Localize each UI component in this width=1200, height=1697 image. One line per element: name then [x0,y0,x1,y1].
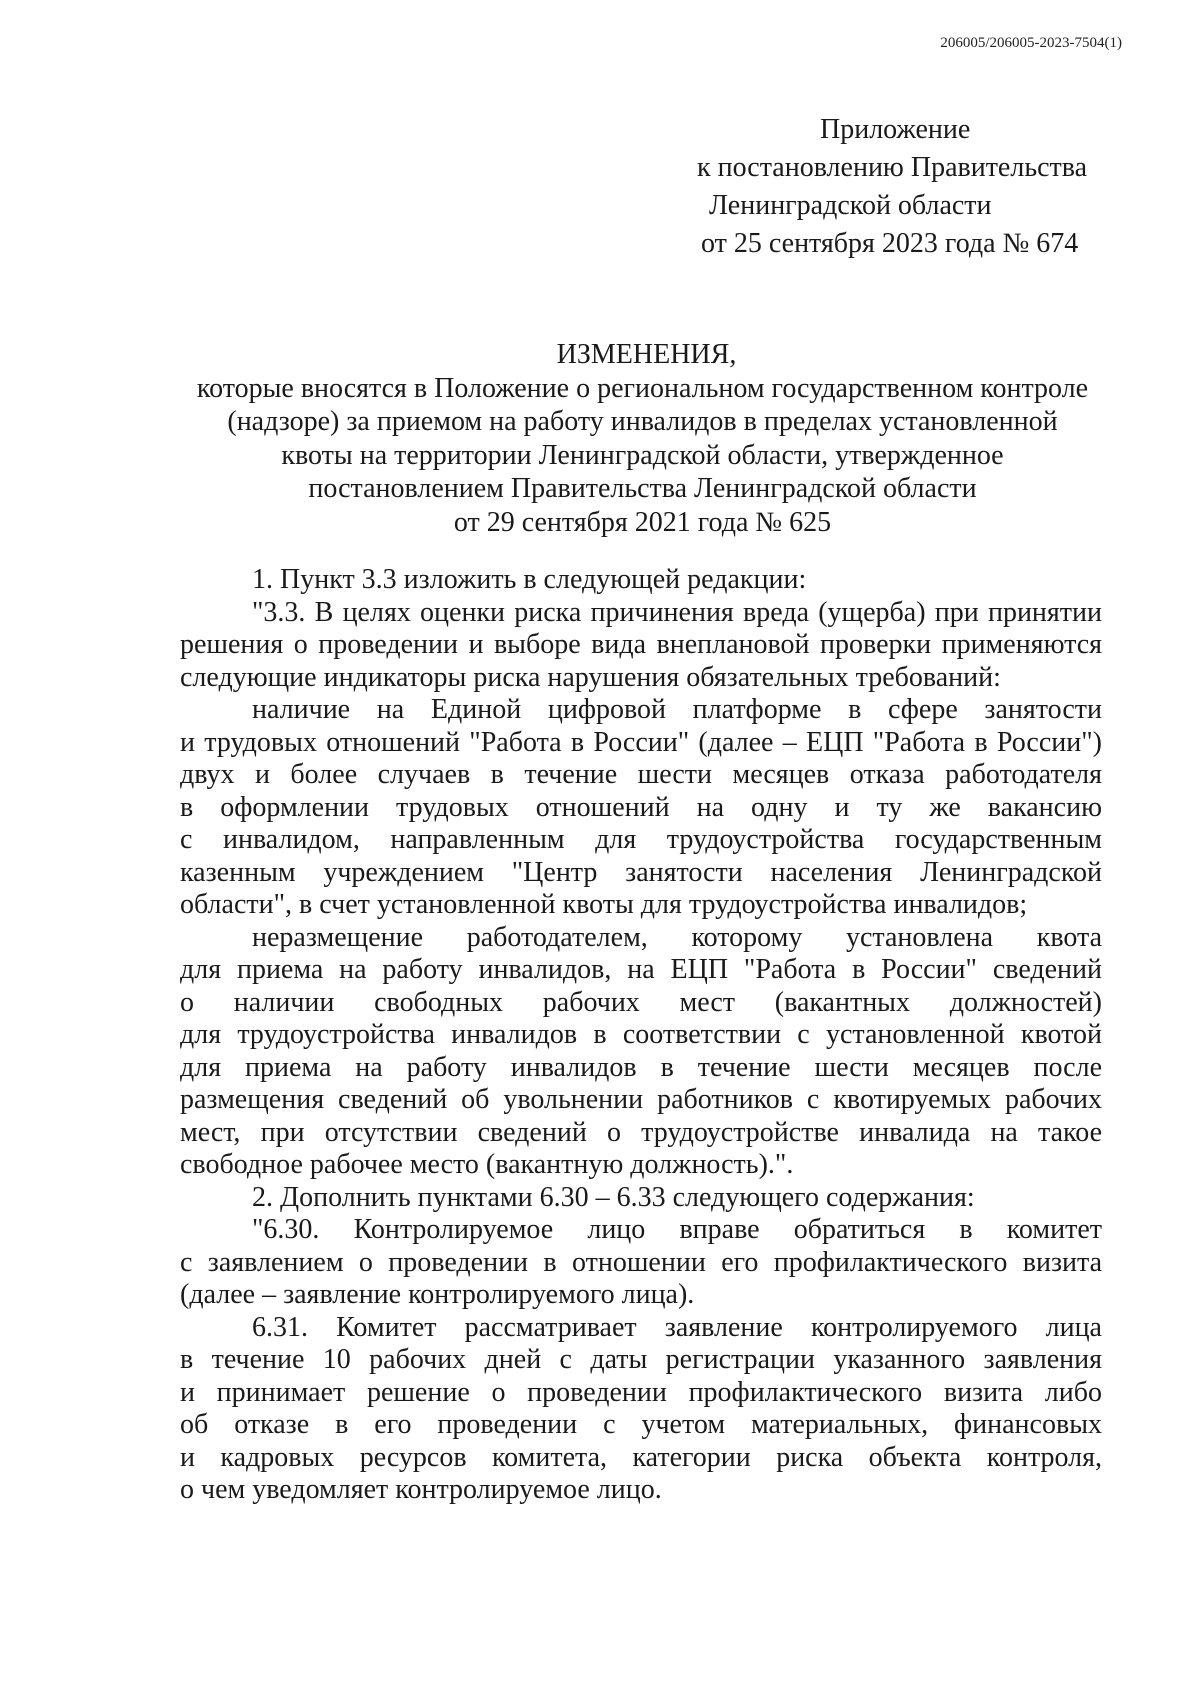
annex-line: к постановлению Правительства [697,152,1088,183]
body-line: мест, при отсутствии сведений о трудоустройстве инвалида на такое [180,1116,1102,1148]
body-line: в течение 10 рабочих дней с даты регистрации указанного заявления [180,1344,1102,1375]
body-line: об отказе в его проведении с учетом материальных, финансовых [180,1409,1102,1440]
title-line: от 29 сентября 2021 года № 625 [453,506,832,538]
body-line: двух и более случаев в течение шести месяцев отказа работодателя [180,759,1102,790]
document-title [175,338,1110,539]
body-line: в оформлении трудовых отношений на одну и ту же вакансию [180,791,1102,823]
body-line: и трудовых отношений "Работа в России" (далее – ЕЦП "Работа в России") [180,726,1102,758]
title-line: которые вносятся в Положение о региональном государственном контроле [196,372,1089,404]
body-line: с заявлением о проведении в отношении его профилактического визита [180,1246,1102,1278]
body-line: размещения сведений об увольнении работников с квотируемых рабочих [180,1084,1102,1115]
body-line: для приема на работу инвалидов, на ЕЦП "Работа в России" сведений [180,954,1102,985]
body-line: казенным учреждением "Центр занятости населения Ленинградской [180,856,1102,888]
body-line: о чем уведомляет контролируемое лицо. [180,1474,662,1505]
title-line: (надзоре) за приемом на работу инвалидов в пределах установленной [227,406,1058,437]
annex-line: Приложение [820,114,971,145]
body-line: 1. Пункт 3.3 изложить в следующей редакции: [252,564,807,595]
annex-line: от 25 сентября 2023 года № 674 [701,228,1079,259]
body-line: "6.30. Контролируемое лицо вправе обратиться в комитет [252,1214,1102,1245]
document-number: 206005/206005-2023-7504(1) [940,35,1122,51]
body-line: наличие на Единой цифровой платформе в сфере занятости [252,694,1102,725]
body-line: 2. Дополнить пунктами 6.30 – 6.33 следующего содержания: [252,1181,975,1213]
body-line: решения о проведении и выборе вида внеплановой проверки применяются [180,629,1102,660]
body-line: "3.3. В целях оценки риска причинения вреда (ущерба) при принятии [252,596,1102,628]
body-line: с инвалидом, направленным для трудоустройства государственным [180,824,1102,855]
document-body [180,564,1102,1507]
body-line: о наличии свободных рабочих мест (вакантных должностей) [180,986,1102,1018]
body-line: области", в счет установленной квоты для трудоустройства инвалидов; [180,889,1028,920]
title-line: постановлением Правительства Ленинградской области [308,473,977,504]
body-line: и кадровых ресурсов комитета, категории риска объекта контроля, [180,1441,1102,1473]
body-line: и принимает решение о проведении профилактического визита либо [180,1376,1102,1408]
body-line: свободное рабочее место (вакантную должность).". [180,1149,794,1180]
annex-line: Ленинградской области [709,190,992,221]
body-line: 6.31. Комитет рассматривает заявление контролируемого лица [252,1311,1102,1343]
body-line: (далее – заявление контролируемого лица). [180,1279,695,1310]
title-line: квоты на территории Ленинградской области, утвержденное [281,439,1004,471]
body-line: неразмещение работодателем, которому установлена квота [252,921,1102,953]
body-line: для трудоустройства инвалидов в соответствии с установленной квотой [180,1019,1102,1050]
title-heading: ИЗМЕНЕНИЯ, [556,339,737,370]
body-line: следующие индикаторы риска нарушения обязательных требований: [180,661,1001,693]
annex-header [697,111,1117,263]
body-line: для приема на работу инвалидов в течение шести месяцев после [180,1051,1102,1083]
